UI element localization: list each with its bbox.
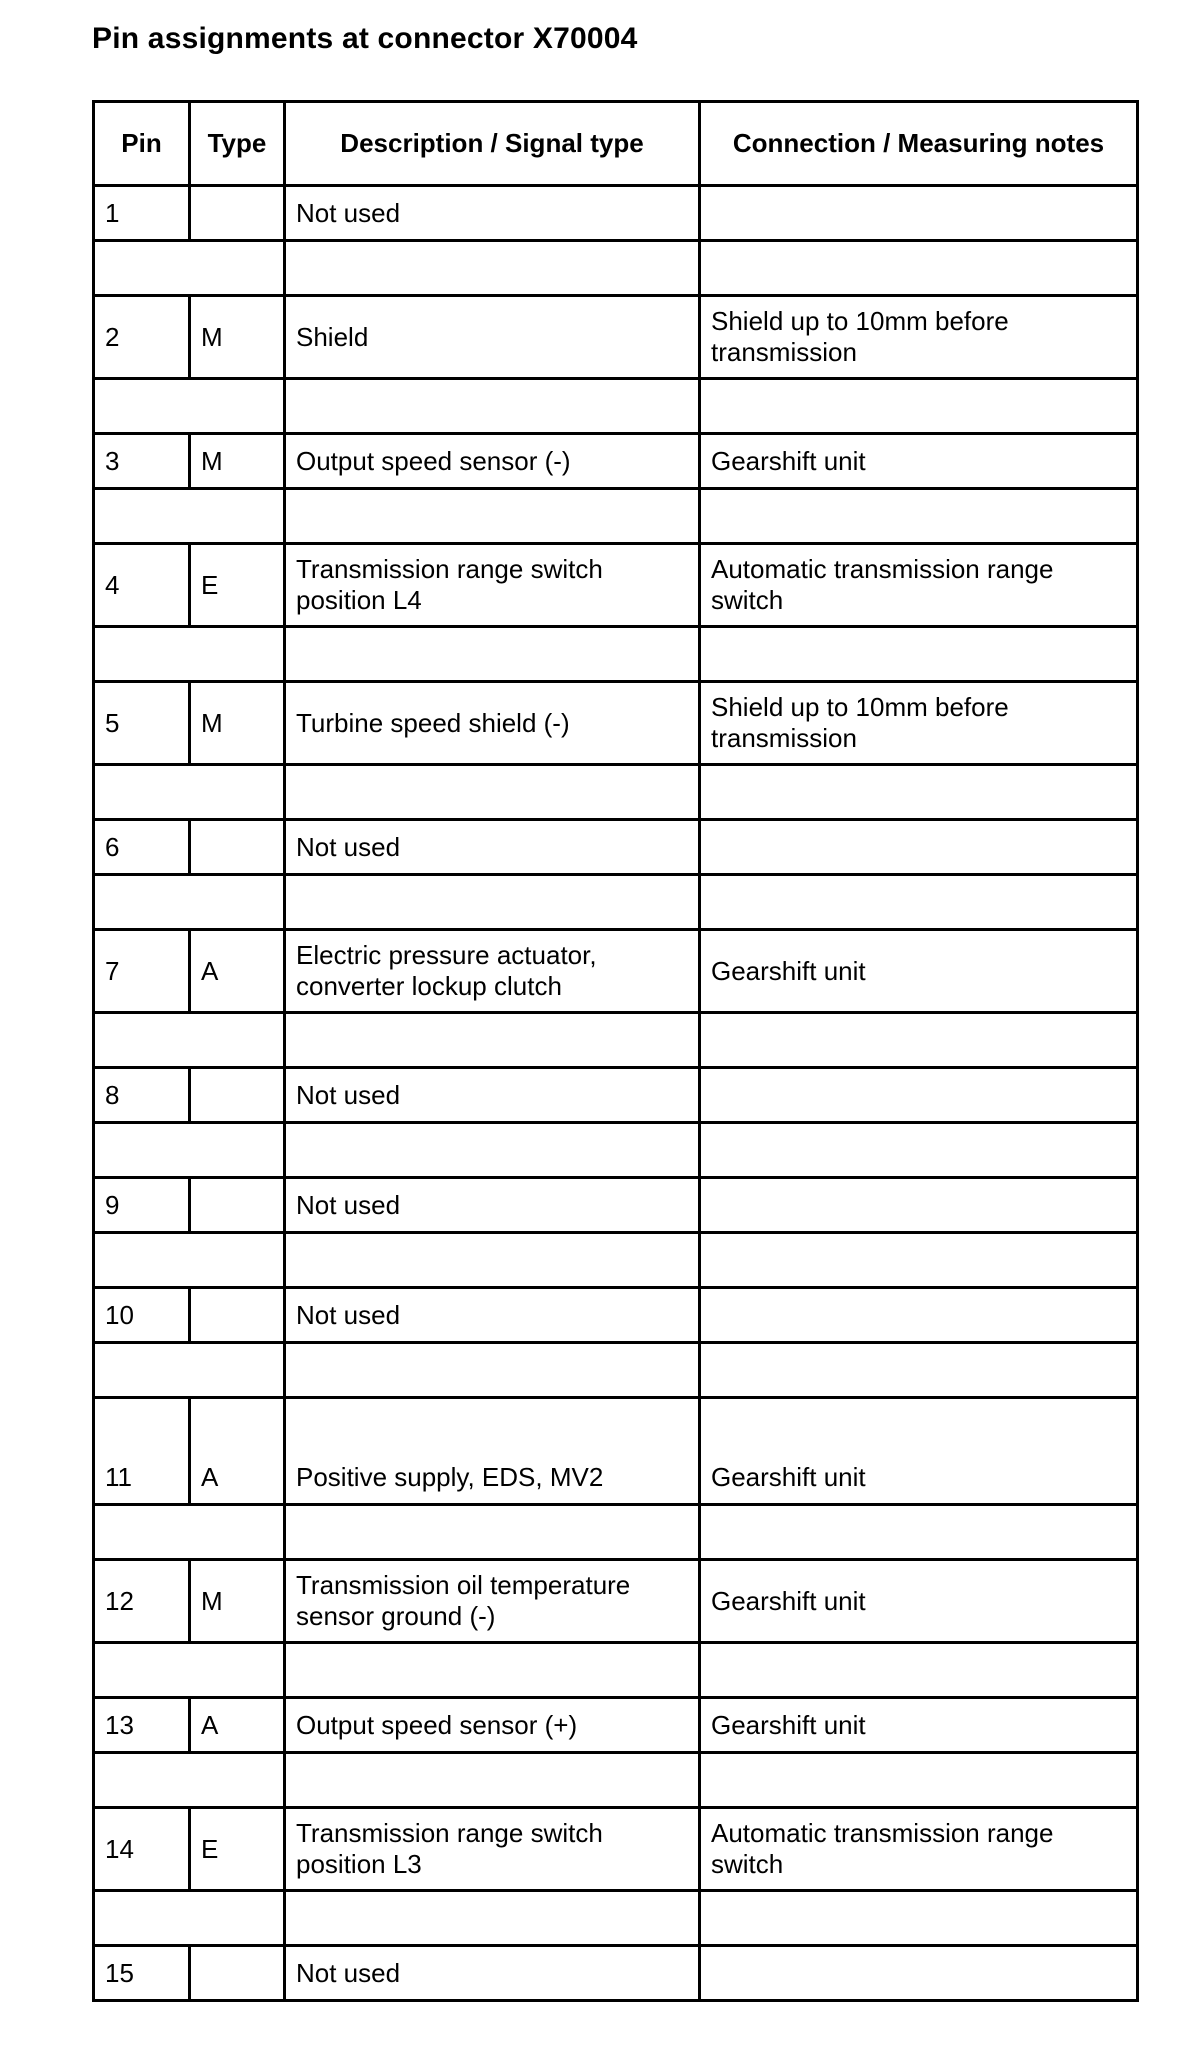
table-header-row bbox=[94, 102, 1138, 186]
table-row bbox=[94, 1178, 1138, 1233]
description-cell: Not used bbox=[285, 1178, 700, 1233]
table-row bbox=[94, 544, 1138, 627]
description-cell: Not used bbox=[285, 1068, 700, 1123]
table-row bbox=[94, 1698, 1138, 1753]
table-row bbox=[94, 296, 1138, 379]
connection-cell: Gearshift unit bbox=[700, 1560, 1138, 1643]
type-cell: M bbox=[190, 682, 285, 765]
header-description: Description / Signal type bbox=[285, 102, 700, 186]
description-cell: Transmission oil temperature sensor ground (-) bbox=[285, 1560, 700, 1643]
type-cell bbox=[190, 1178, 285, 1233]
description-cell: Turbine speed shield (-) bbox=[285, 682, 700, 765]
spacer-row bbox=[94, 1233, 1138, 1288]
connection-cell: Automatic transmission range switch bbox=[700, 544, 1138, 627]
connection-cell: Gearshift unit bbox=[700, 930, 1138, 1013]
spacer-row bbox=[94, 627, 1138, 682]
type-cell: M bbox=[190, 296, 285, 379]
pin-cell: 12 bbox=[94, 1560, 190, 1643]
description-cell: Not used bbox=[285, 820, 700, 875]
header-connection: Connection / Measuring notes bbox=[700, 102, 1138, 186]
header-pin: Pin bbox=[94, 102, 190, 186]
pin-cell: 9 bbox=[94, 1178, 190, 1233]
table-row bbox=[94, 820, 1138, 875]
description-cell: Transmission range switch position L3 bbox=[285, 1808, 700, 1891]
table-row bbox=[94, 1560, 1138, 1643]
description-cell: Output speed sensor (-) bbox=[285, 434, 700, 489]
spacer-row bbox=[94, 1398, 1138, 1452]
connection-cell: Gearshift unit bbox=[700, 434, 1138, 489]
type-cell bbox=[190, 186, 285, 241]
connection-cell: Gearshift unit bbox=[700, 1451, 1138, 1505]
pin-cell: 1 bbox=[94, 186, 190, 241]
description-cell: Positive supply, EDS, MV2 bbox=[285, 1451, 700, 1505]
pin-cell: 13 bbox=[94, 1698, 190, 1753]
description-cell: Transmission range switch position L4 bbox=[285, 544, 700, 627]
description-cell: Electric pressure actuator, converter lockup clutch bbox=[285, 930, 700, 1013]
spacer-row bbox=[94, 1643, 1138, 1698]
connection-cell bbox=[700, 1178, 1138, 1233]
pin-cell: 3 bbox=[94, 434, 190, 489]
description-cell: Not used bbox=[285, 186, 700, 241]
pin-cell: 5 bbox=[94, 682, 190, 765]
pin-cell: 15 bbox=[94, 1946, 190, 2001]
description-cell: Output speed sensor (+) bbox=[285, 1698, 700, 1753]
table-row bbox=[94, 1288, 1138, 1343]
header-type: Type bbox=[190, 102, 285, 186]
connection-cell: Shield up to 10mm before transmission bbox=[700, 296, 1138, 379]
spacer-row bbox=[94, 1123, 1138, 1178]
spacer-row bbox=[94, 1013, 1138, 1068]
spacer-row bbox=[94, 875, 1138, 930]
type-cell: A bbox=[190, 1451, 285, 1505]
type-cell: M bbox=[190, 1560, 285, 1643]
spacer-row bbox=[94, 241, 1138, 296]
connection-cell: Shield up to 10mm before transmission bbox=[700, 682, 1138, 765]
spacer-row bbox=[94, 1891, 1138, 1946]
spacer-row bbox=[94, 379, 1138, 434]
pin-cell: 11 bbox=[94, 1451, 190, 1505]
type-cell: A bbox=[190, 930, 285, 1013]
pin-cell: 14 bbox=[94, 1808, 190, 1891]
spacer-row bbox=[94, 765, 1138, 820]
description-cell: Not used bbox=[285, 1288, 700, 1343]
table-row bbox=[94, 682, 1138, 765]
connection-cell: Automatic transmission range switch bbox=[700, 1808, 1138, 1891]
connection-cell bbox=[700, 1946, 1138, 2001]
type-cell bbox=[190, 820, 285, 875]
type-cell: E bbox=[190, 1808, 285, 1891]
spacer-row bbox=[94, 1753, 1138, 1808]
pin-cell: 10 bbox=[94, 1288, 190, 1343]
spacer-row bbox=[94, 1505, 1138, 1560]
spacer-row bbox=[94, 489, 1138, 544]
table-row bbox=[94, 1946, 1138, 2001]
table-row bbox=[94, 1808, 1138, 1891]
pin-cell: 6 bbox=[94, 820, 190, 875]
connection-cell bbox=[700, 186, 1138, 241]
table-row bbox=[94, 1068, 1138, 1123]
spacer-row bbox=[94, 1343, 1138, 1398]
connection-cell: Gearshift unit bbox=[700, 1698, 1138, 1753]
table-row bbox=[94, 186, 1138, 241]
connection-cell bbox=[700, 820, 1138, 875]
type-cell: M bbox=[190, 434, 285, 489]
page-title: Pin assignments at connector X70004 bbox=[92, 22, 638, 55]
table-row bbox=[94, 930, 1138, 1013]
pin-cell: 8 bbox=[94, 1068, 190, 1123]
table-row bbox=[94, 434, 1138, 489]
pin-cell: 2 bbox=[94, 296, 190, 379]
pin-cell: 4 bbox=[94, 544, 190, 627]
pin-assignment-table bbox=[92, 100, 1139, 2002]
description-cell: Shield bbox=[285, 296, 700, 379]
type-cell bbox=[190, 1068, 285, 1123]
type-cell: A bbox=[190, 1698, 285, 1753]
type-cell bbox=[190, 1946, 285, 2001]
description-cell: Not used bbox=[285, 1946, 700, 2001]
pin-cell: 7 bbox=[94, 930, 190, 1013]
type-cell bbox=[190, 1288, 285, 1343]
type-cell: E bbox=[190, 544, 285, 627]
connection-cell bbox=[700, 1288, 1138, 1343]
table-row bbox=[94, 1451, 1138, 1505]
connection-cell bbox=[700, 1068, 1138, 1123]
